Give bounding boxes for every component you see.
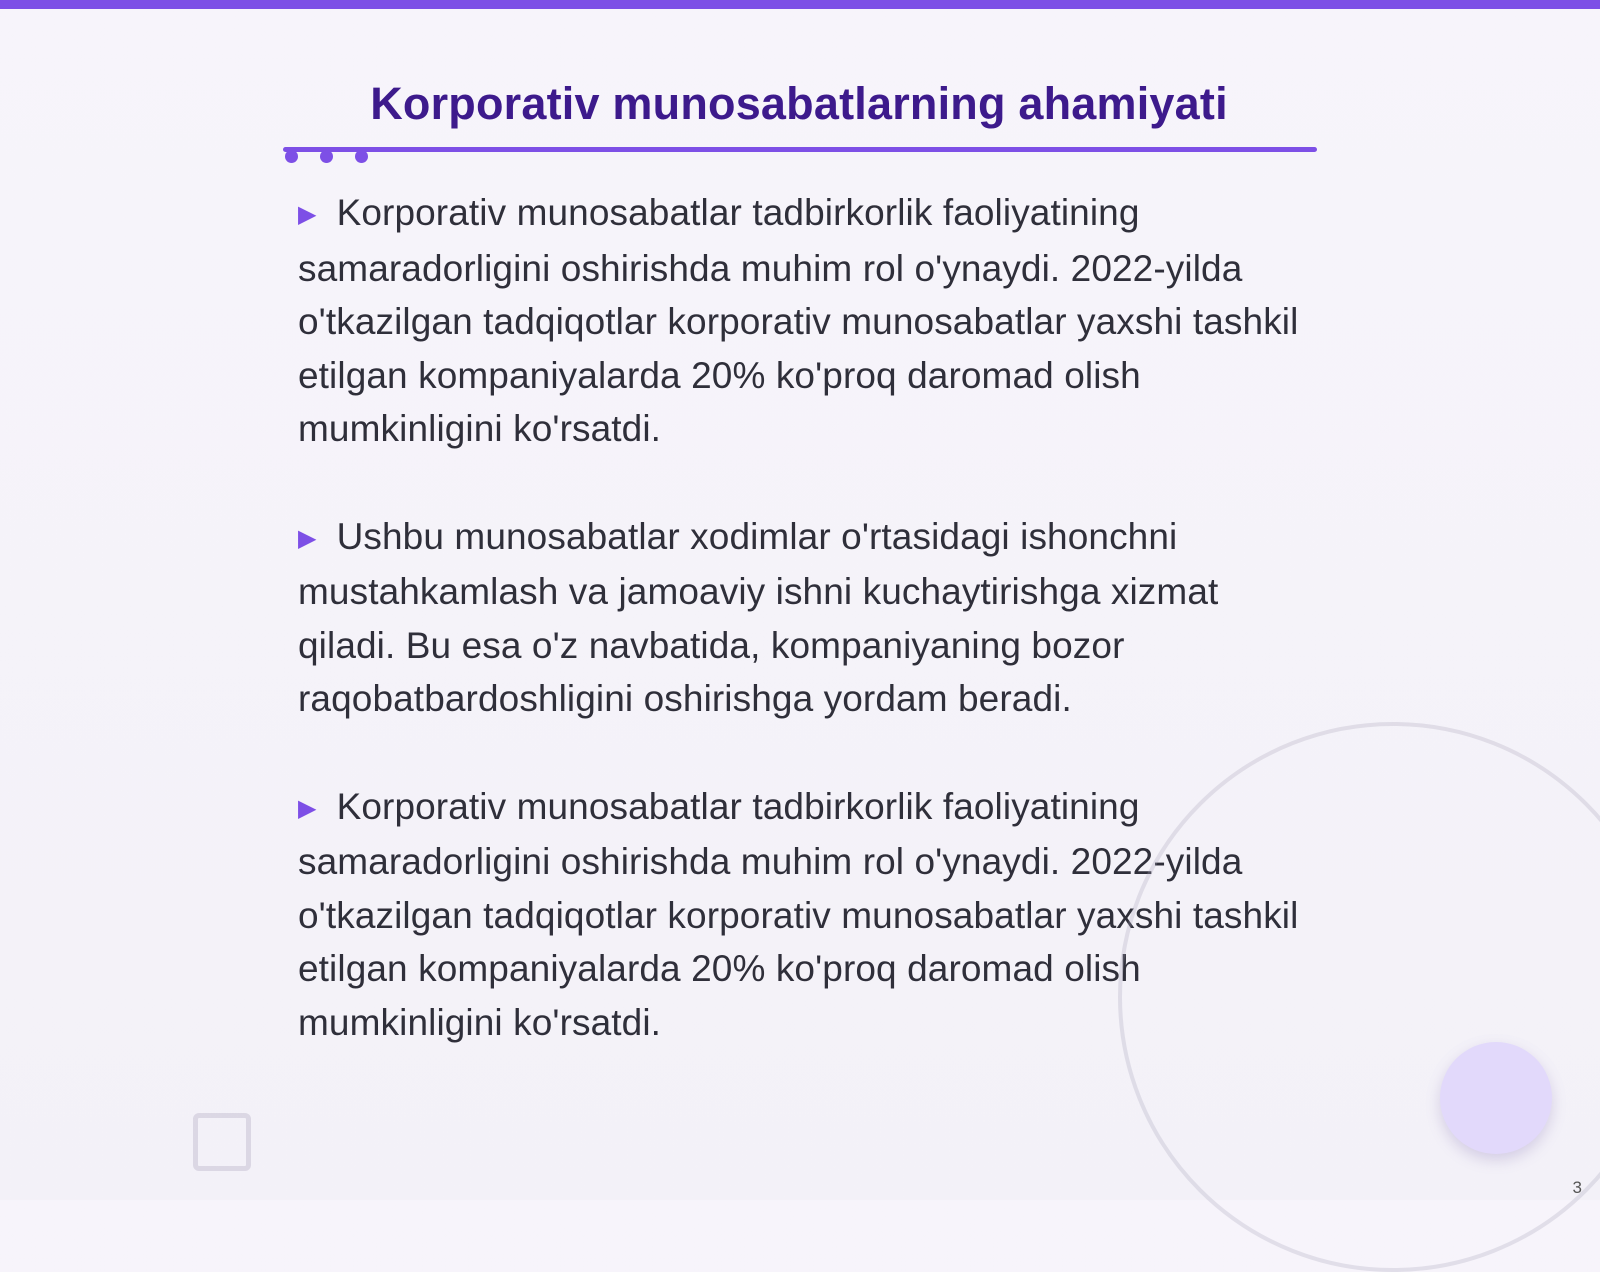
decorative-square bbox=[193, 1113, 251, 1171]
decorative-dot-3 bbox=[355, 150, 368, 163]
page-number: 3 bbox=[1572, 1178, 1582, 1197]
title-underline bbox=[283, 147, 1317, 152]
paragraph-text: Ushbu munosabatlar xodimlar o'rtasidagi ishonchni mustahkamlash va jamoaviy ishni kuchaytirishga xizmat qiladi. Bu esa o'z navbatida, kompaniyaning bozor raqobatbardoshligini oshirishga yordam beradi. bbox=[298, 515, 1219, 719]
decorative-circle bbox=[1440, 1042, 1552, 1154]
bullet-paragraph-1 bbox=[298, 186, 1318, 456]
bullet-paragraph-2 bbox=[298, 510, 1318, 726]
top-accent-bar bbox=[0, 0, 1600, 9]
triangle-right-icon: ▶ bbox=[298, 201, 317, 228]
decorative-dot-1 bbox=[285, 150, 298, 163]
paragraph-text: Korporativ munosabatlar tadbirkorlik faoliyatining samaradorligini oshirishda muhim rol o'ynaydi. 2022-yilda o'tkazilgan tadqiqotlar korporativ munosabatlar yaxshi tashkil etilgan kompaniyalarda 20% ko'proq daromad olish mumkinligini ko'rsatdi. bbox=[298, 192, 1299, 449]
triangle-right-icon: ▶ bbox=[298, 524, 317, 552]
triangle-right-icon: ▶ bbox=[298, 794, 317, 822]
paragraph-text: Korporativ munosabatlar tadbirkorlik faoliyatining samaradorligini oshirishda muhim rol o'ynaydi. 2022-yilda o'tkazilgan tadqiqotlar korporativ munosabatlar yaxshi tashkil etilgan kompaniyalarda 20% ko'proq daromad olish mumkinligini ko'rsatdi. bbox=[298, 785, 1299, 1043]
decorative-dot-2 bbox=[320, 150, 333, 163]
slide-title: Korporativ munosabatlarning ahamiyati bbox=[370, 78, 1228, 129]
